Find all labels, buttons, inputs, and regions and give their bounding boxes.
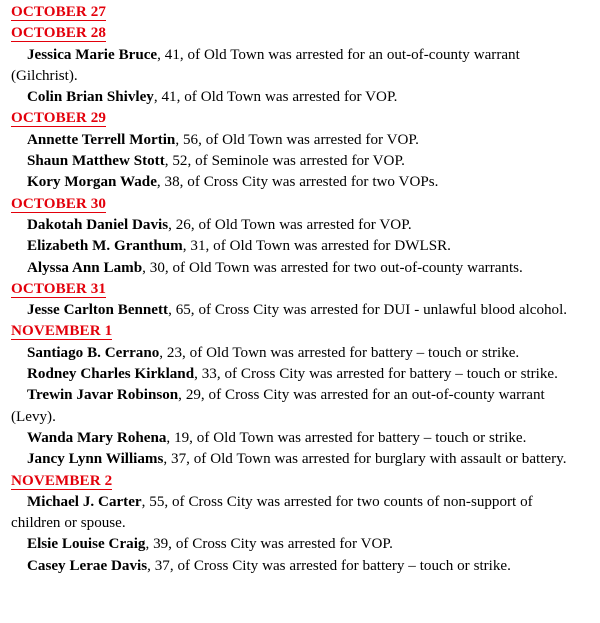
arrest-detail: , 19, of Old Town was arrested for battery – touch or strike. xyxy=(166,429,527,446)
arrest-detail: , 55, of Cross City was arrested for two counts of non-support of children or spouse. xyxy=(11,493,533,532)
date-header-label: OCTOBER 31 xyxy=(11,280,107,297)
arrest-detail: , 38, of Cross City was arrested for two VOPs. xyxy=(156,174,439,191)
blotter-section xyxy=(11,108,586,193)
arrest-entry xyxy=(11,151,586,172)
date-header-label: NOVEMBER 2 xyxy=(11,472,113,489)
arrest-detail: , 30, of Old Town was arrested for two out-of-county warrants. xyxy=(142,259,523,276)
arrestee-name: Santiago B. Cerrano xyxy=(27,344,160,361)
arrest-detail: , 39, of Cross City was arrested for VOP. xyxy=(145,536,393,553)
arrestee-name: Kory Morgan Wade xyxy=(27,174,157,191)
arrestee-name: Jessica Marie Bruce xyxy=(27,46,158,63)
date-header xyxy=(11,279,586,300)
arrest-detail: , 23, of Old Town was arrested for battery – touch or strike. xyxy=(159,344,520,361)
blotter-section xyxy=(11,321,586,470)
date-header xyxy=(11,23,586,44)
arrest-entry xyxy=(11,534,586,555)
date-header xyxy=(11,471,586,492)
arrest-entry xyxy=(11,45,586,88)
arrest-entry xyxy=(11,87,586,108)
arrestee-name: Colin Brian Shivley xyxy=(27,89,154,106)
arrestee-name: Jancy Lynn Williams xyxy=(27,451,164,468)
arrestee-name: Elsie Louise Craig xyxy=(27,536,146,553)
date-header-label: OCTOBER 27 xyxy=(11,4,107,20)
arrest-detail: , 56, of Old Town was arrested for VOP. xyxy=(175,131,419,148)
arrestee-name: Jesse Carlton Bennett xyxy=(27,302,169,319)
arrest-entry xyxy=(11,449,586,470)
date-header-label: OCTOBER 28 xyxy=(11,25,107,42)
arrestee-name: Annette Terrell Mortin xyxy=(27,131,176,148)
arrestee-name: Trewin Javar Robinson xyxy=(27,387,179,404)
arrest-detail: , 33, of Cross City was arrested for battery – touch or strike. xyxy=(194,366,558,383)
date-header xyxy=(11,321,586,342)
arrest-detail: , 65, of Cross City was arrested for DUI - unlawful blood alcohol. xyxy=(168,302,568,319)
date-header-label: OCTOBER 29 xyxy=(11,110,107,127)
arrest-entry xyxy=(11,236,586,257)
arrestee-name: Alyssa Ann Lamb xyxy=(27,259,143,276)
date-header-label: OCTOBER 30 xyxy=(11,195,107,212)
arrest-detail: , 31, of Old Town was arrested for DWLSR. xyxy=(182,238,451,255)
arrest-detail: , 41, of Old Town was arrested for an out-of-county warrant (Gilchrist). xyxy=(11,46,520,84)
arrest-detail: , 52, of Seminole was arrested for VOP. xyxy=(164,153,405,170)
arrestee-name: Shaun Matthew Stott xyxy=(27,153,165,170)
date-header-label: NOVEMBER 1 xyxy=(11,323,113,340)
arrest-entry xyxy=(11,385,586,428)
blotter-section xyxy=(11,471,586,577)
arrest-blotter-list xyxy=(11,2,586,577)
arrestee-name: Rodney Charles Kirkland xyxy=(27,366,195,383)
blotter-section xyxy=(11,194,586,279)
date-header xyxy=(11,2,586,23)
arrest-entry xyxy=(11,492,586,535)
arrest-entry xyxy=(11,215,586,236)
blotter-section xyxy=(11,279,586,322)
arrest-entry xyxy=(11,172,586,193)
arrest-entry xyxy=(11,258,586,279)
arrest-entry xyxy=(11,556,586,577)
arrest-entry xyxy=(11,428,586,449)
arrest-entry xyxy=(11,343,586,364)
arrestee-name: Elizabeth M. Granthum xyxy=(27,238,183,255)
arrest-entry xyxy=(11,130,586,151)
arrestee-name: Michael J. Carter xyxy=(27,493,142,510)
blotter-section xyxy=(11,23,586,108)
arrest-detail: , 26, of Old Town was arrested for VOP. xyxy=(168,216,412,233)
arrest-detail: , 37, of Old Town was arrested for burglary with assault or battery. xyxy=(163,451,567,468)
date-header xyxy=(11,108,586,129)
date-header xyxy=(11,194,586,215)
arrestee-name: Wanda Mary Rohena xyxy=(27,429,167,446)
arrest-detail: , 37, of Cross City was arrested for battery – touch or strike. xyxy=(147,557,511,574)
arrest-entry xyxy=(11,364,586,385)
arrestee-name: Dakotah Daniel Davis xyxy=(27,216,169,233)
arrest-detail: , 29, of Cross City was arrested for an out-of-county warrant (Levy). xyxy=(11,387,545,425)
arrest-entry xyxy=(11,300,586,321)
arrestee-name: Casey Lerae Davis xyxy=(27,557,148,574)
arrest-detail: , 41, of Old Town was arrested for VOP. xyxy=(153,89,398,106)
blotter-section xyxy=(11,2,586,23)
